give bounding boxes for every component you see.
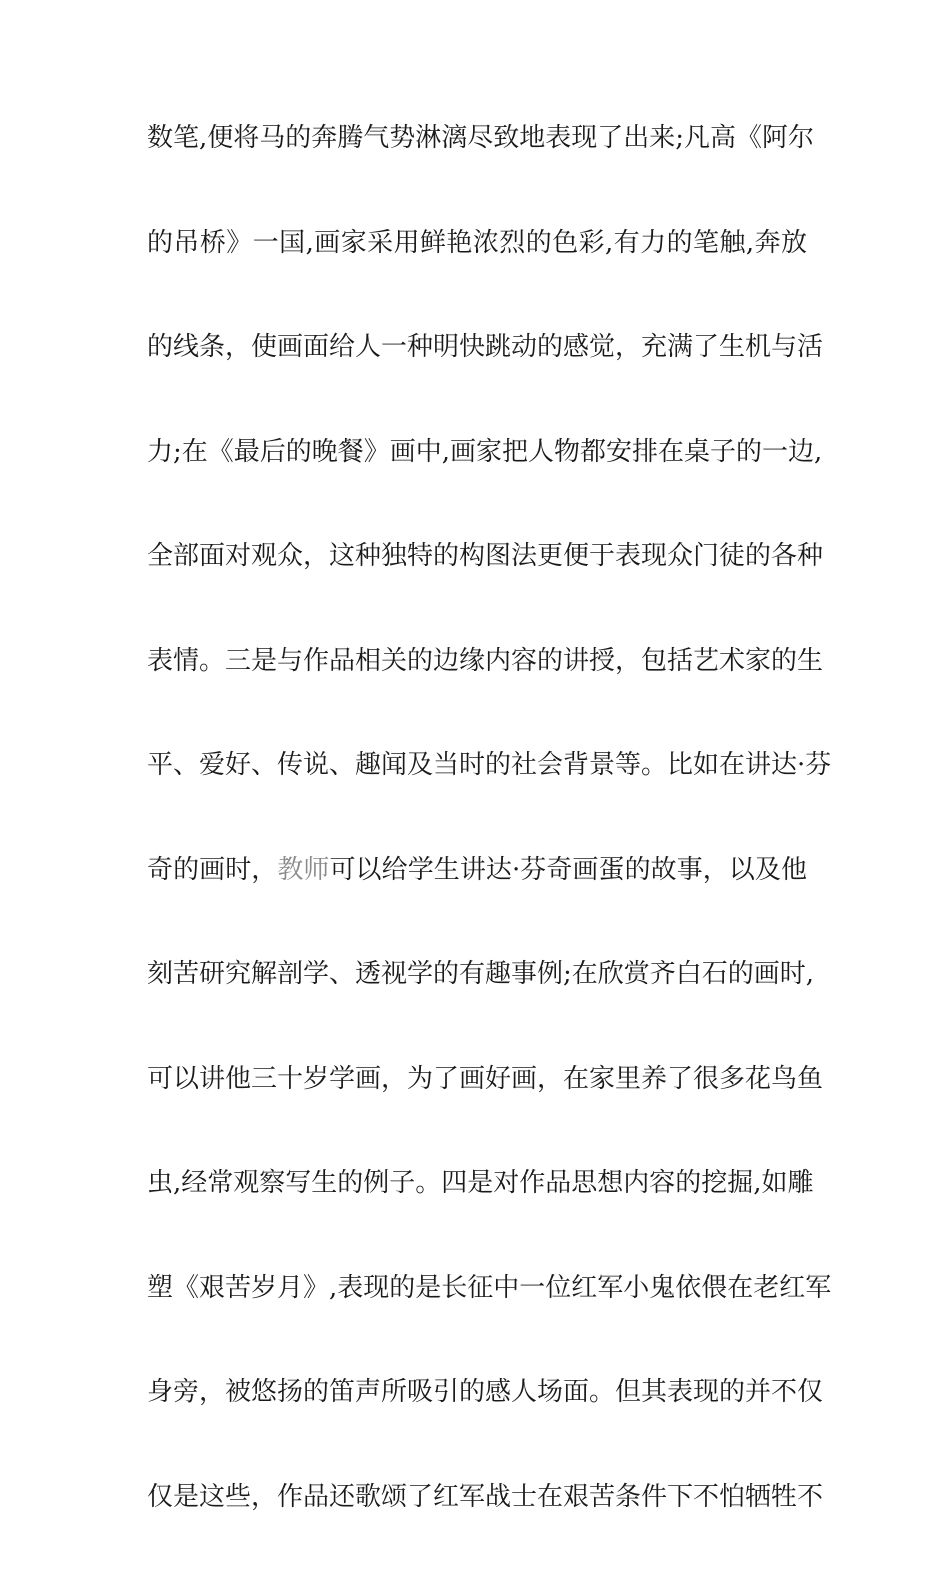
text-line: 仅是这些，作品还歌颂了红军战士在艰苦条件下不怕牺牲不 [147,1481,824,1512]
text-line: 表情。三是与作品相关的边缘内容的讲授，包括艺术家的生 [147,645,824,676]
text-line: 平、爱好、传说、趣闻及当时的社会背景等。比如在讲达·芬 [147,750,832,780]
text-line: 可以讲他三十岁学画，为了画好画，在家里养了很多花鸟鱼 [147,1063,824,1094]
text-line: 塑《艰苦岁月》,表现的是长征中一位红军小鬼依偎在老红军 [147,1272,832,1303]
highlighted-word: 教师 [277,854,330,885]
text-line: 刻苦研究解剖学、透视学的有趣事例;在欣赏齐白石的画时, [147,959,815,989]
text-line: 全部面对观众，这种独特的构图法更便于表现众门徒的各种 [147,541,824,571]
text-line: 的线条，使画面给人一种明快跳动的感觉，充满了生机与活 [147,332,824,362]
text-segment: 奇的画时， [147,854,278,885]
text-line: 的吊桥》一国,画家采用鲜艳浓烈的色彩,有力的笔触,奔放 [147,227,807,258]
text-line: 数笔,便将马的奔腾气势淋漓尽致地表现了出来;凡高《阿尔 [147,123,815,153]
text-line: 虫,经常观察写生的例子。四是对作品思想内容的挖掘,如雕 [147,1168,814,1198]
text-line: 身旁，被悠扬的笛声所吸引的感人场面。但其表现的并不仅 [147,1377,824,1407]
body-text [147,112,832,1575]
text-line [147,844,807,896]
text-segment: 可以给学生讲达·芬奇画蛋的故事，以及他 [329,854,807,885]
text-line: 力;在《最后的晚餐》画中,画家把人物都安排在桌子的一边, [147,436,823,467]
